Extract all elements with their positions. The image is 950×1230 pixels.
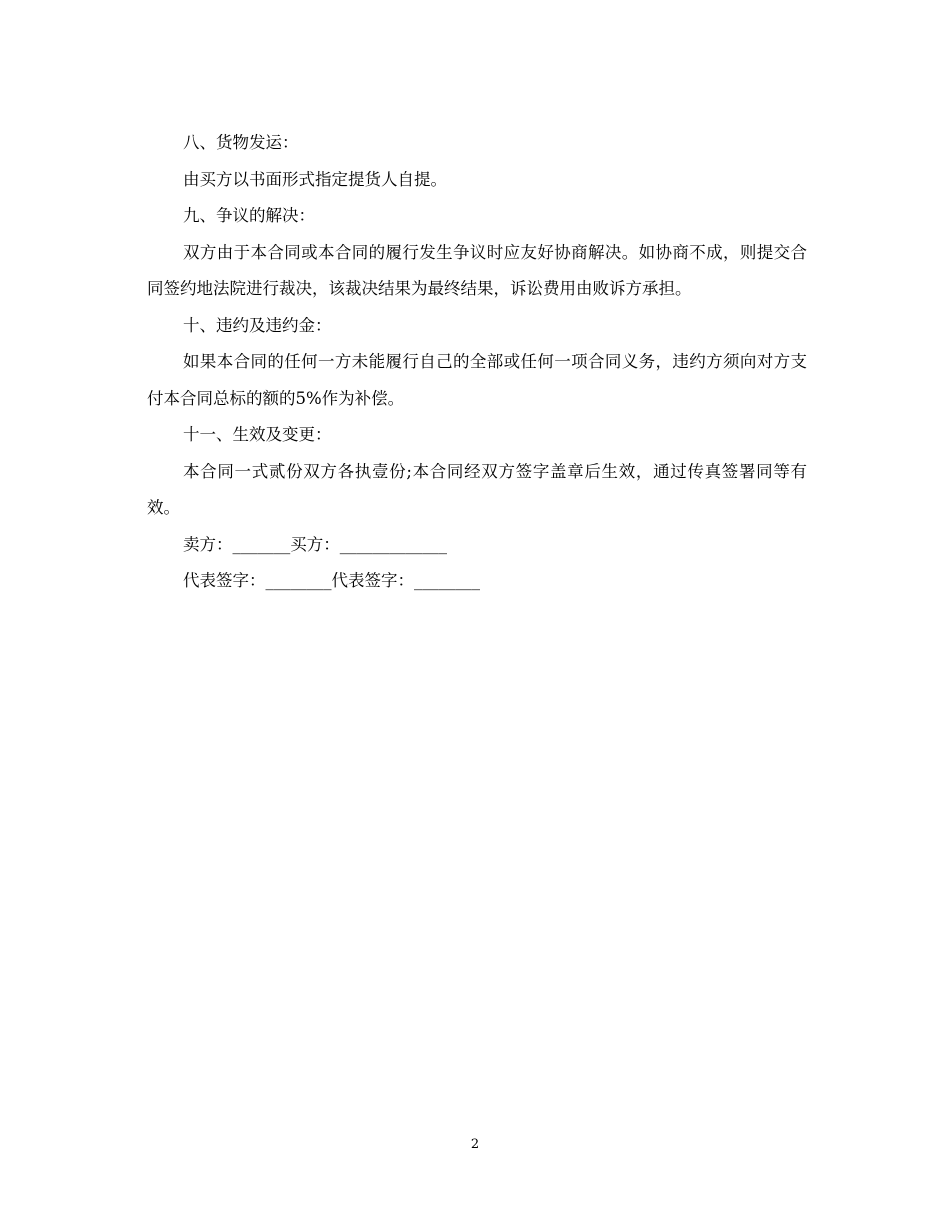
section-8-heading: 八、货物发运： bbox=[183, 133, 299, 152]
section-10-text: 如果本合同的任何一方未能履行自己的全部或任何一项合同义务，违约方须向对方支付本合同总标的额的5%作为补偿。 bbox=[147, 352, 807, 408]
section-11-text: 本合同一式贰份双方各执壹份;本合同经双方签字盖章后生效，通过传真签署同等有效。 bbox=[147, 461, 807, 517]
section-11-heading: 十一、生效及变更： bbox=[183, 425, 332, 444]
section-10-heading: 十、违约及违约金： bbox=[183, 315, 332, 335]
document-body bbox=[147, 125, 807, 600]
section-8-text: 由买方以书面形式指定提货人自提。 bbox=[183, 169, 447, 189]
section-9-text: 双方由于本合同或本合同的履行发生争议时应友好协商解决。如协商不成，则提交合同签约地法院进行裁决，该裁决结果为最终结果，诉讼费用由败诉方承担。 bbox=[147, 242, 807, 298]
page-number: 2 bbox=[470, 1137, 480, 1152]
signature-line: 代表签字：________代表签字：________ bbox=[183, 571, 480, 590]
party-line: 卖方：_______买方：_____________ bbox=[183, 534, 447, 554]
section-9-heading: 九、争议的解决： bbox=[183, 206, 315, 225]
